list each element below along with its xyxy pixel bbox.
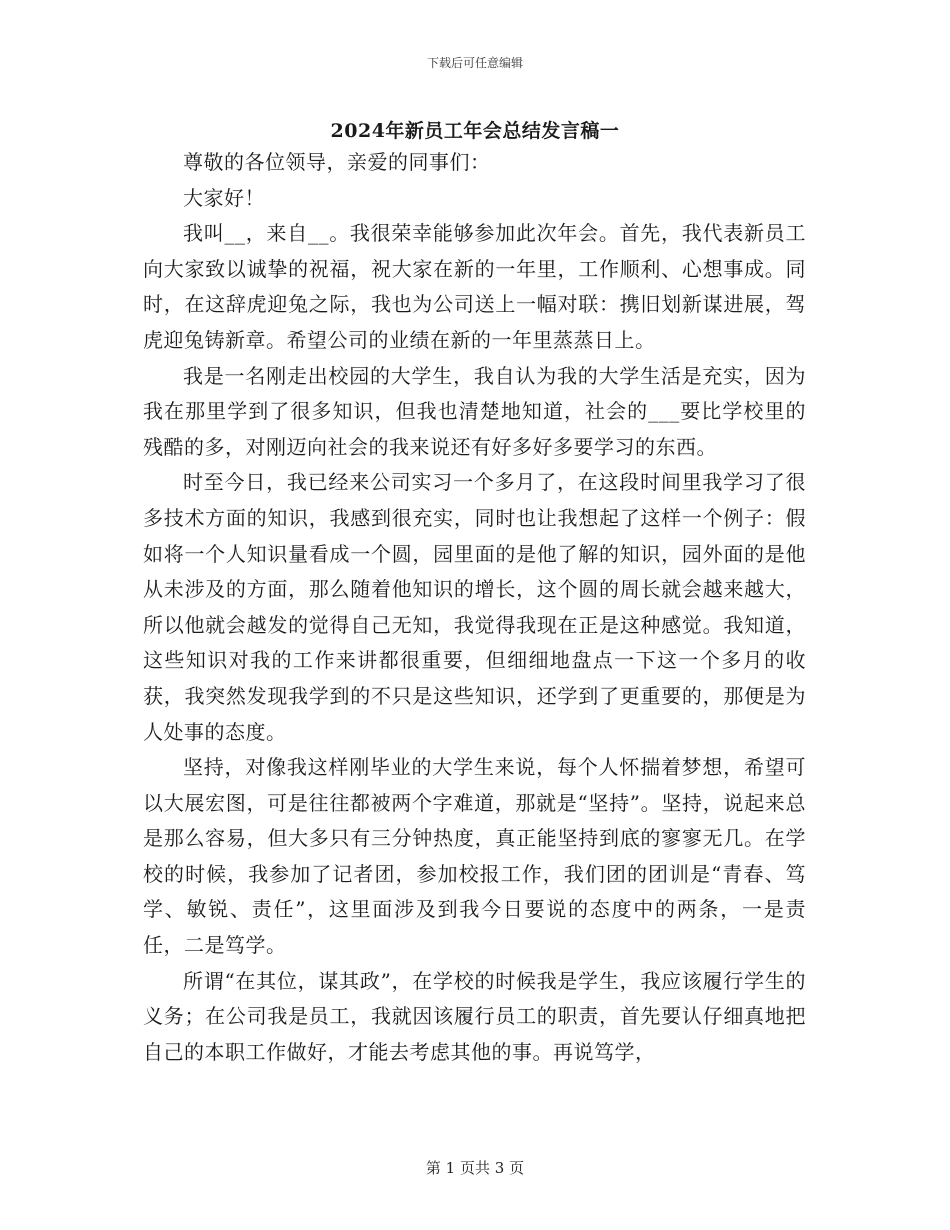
greeting-paragraph: 大家好！ xyxy=(183,185,265,210)
body-paragraph: 我是一名刚走出校园的大学生，我自认为我的大学生活是充实，因为我在那里学到了很多知识，但我也清楚地知道，社会的___要比学校里的残酷的多，对刚迈向社会的我来说还有好多好多要学习的东西。 xyxy=(143,363,806,459)
body-paragraph: 我叫__，来自__。我很荣幸能够参加此次年会。首先，我代表新员工向大家致以诚挚的祝福，祝大家在新的一年里，工作顺利、心想事成。同时，在这辞虎迎兔之际，我也为公司送上一幅对联：携旧划新谋进展，驾虎迎兔铸新章。希望公司的业绩在新的一年里蒸蒸日上。 xyxy=(143,221,806,352)
document-title: 2024年新员工年会总结发言稿一 xyxy=(330,120,620,142)
document-body xyxy=(143,145,806,1070)
body-paragraph: 坚持，对像我这样刚毕业的大学生来说，每个人怀揣着梦想，希望可以大展宏图，可是往往都被两个字难道，那就是“坚持”。坚持，说起来总是那么容易，但大多只有三分钟热度，真正能坚持到底的寥寥无几。在学校的时候，我参加了记者团，参加校报工作，我们团的团训是“青春、笃学、敏锐、责任”，这里面涉及到我今日要说的态度中的两条，一是责任，二是笃学。 xyxy=(143,755,806,958)
body-paragraph: 时至今日，我已经来公司实习一个多月了，在这段时间里我学习了很多技术方面的知识，我感到很充实，同时也让我想起了这样一个例子：假如将一个人知识量看成一个圆，园里面的是他了解的知识，园外面的是他从未涉及的方面，那么随着他知识的增长，这个圆的周长就会越来越大，所以他就会越发的觉得自己无知，我觉得我现在正是这种感觉。我知道，这些知识对我的工作来讲都很重要，但细细地盘点一下这一个多月的收获，我突然发现我学到的不只是这些知识，还学到了更重要的，那便是为人处事的态度。 xyxy=(143,470,806,744)
page-number: 第 1 页共 3 页 xyxy=(425,1159,525,1177)
header-note: 下载后可任意编辑 xyxy=(426,56,523,70)
body-paragraph: 所谓“在其位，谋其政”，在学校的时候我是学生，我应该履行学生的义务；在公司我是员工，我就因该履行员工的职责，首先要认仔细真地把自己的本职工作做好，才能去考虑其他的事。再说笃学， xyxy=(143,968,806,1064)
salutation-paragraph: 尊敬的各位领导，亲爱的同事们： xyxy=(183,150,491,174)
